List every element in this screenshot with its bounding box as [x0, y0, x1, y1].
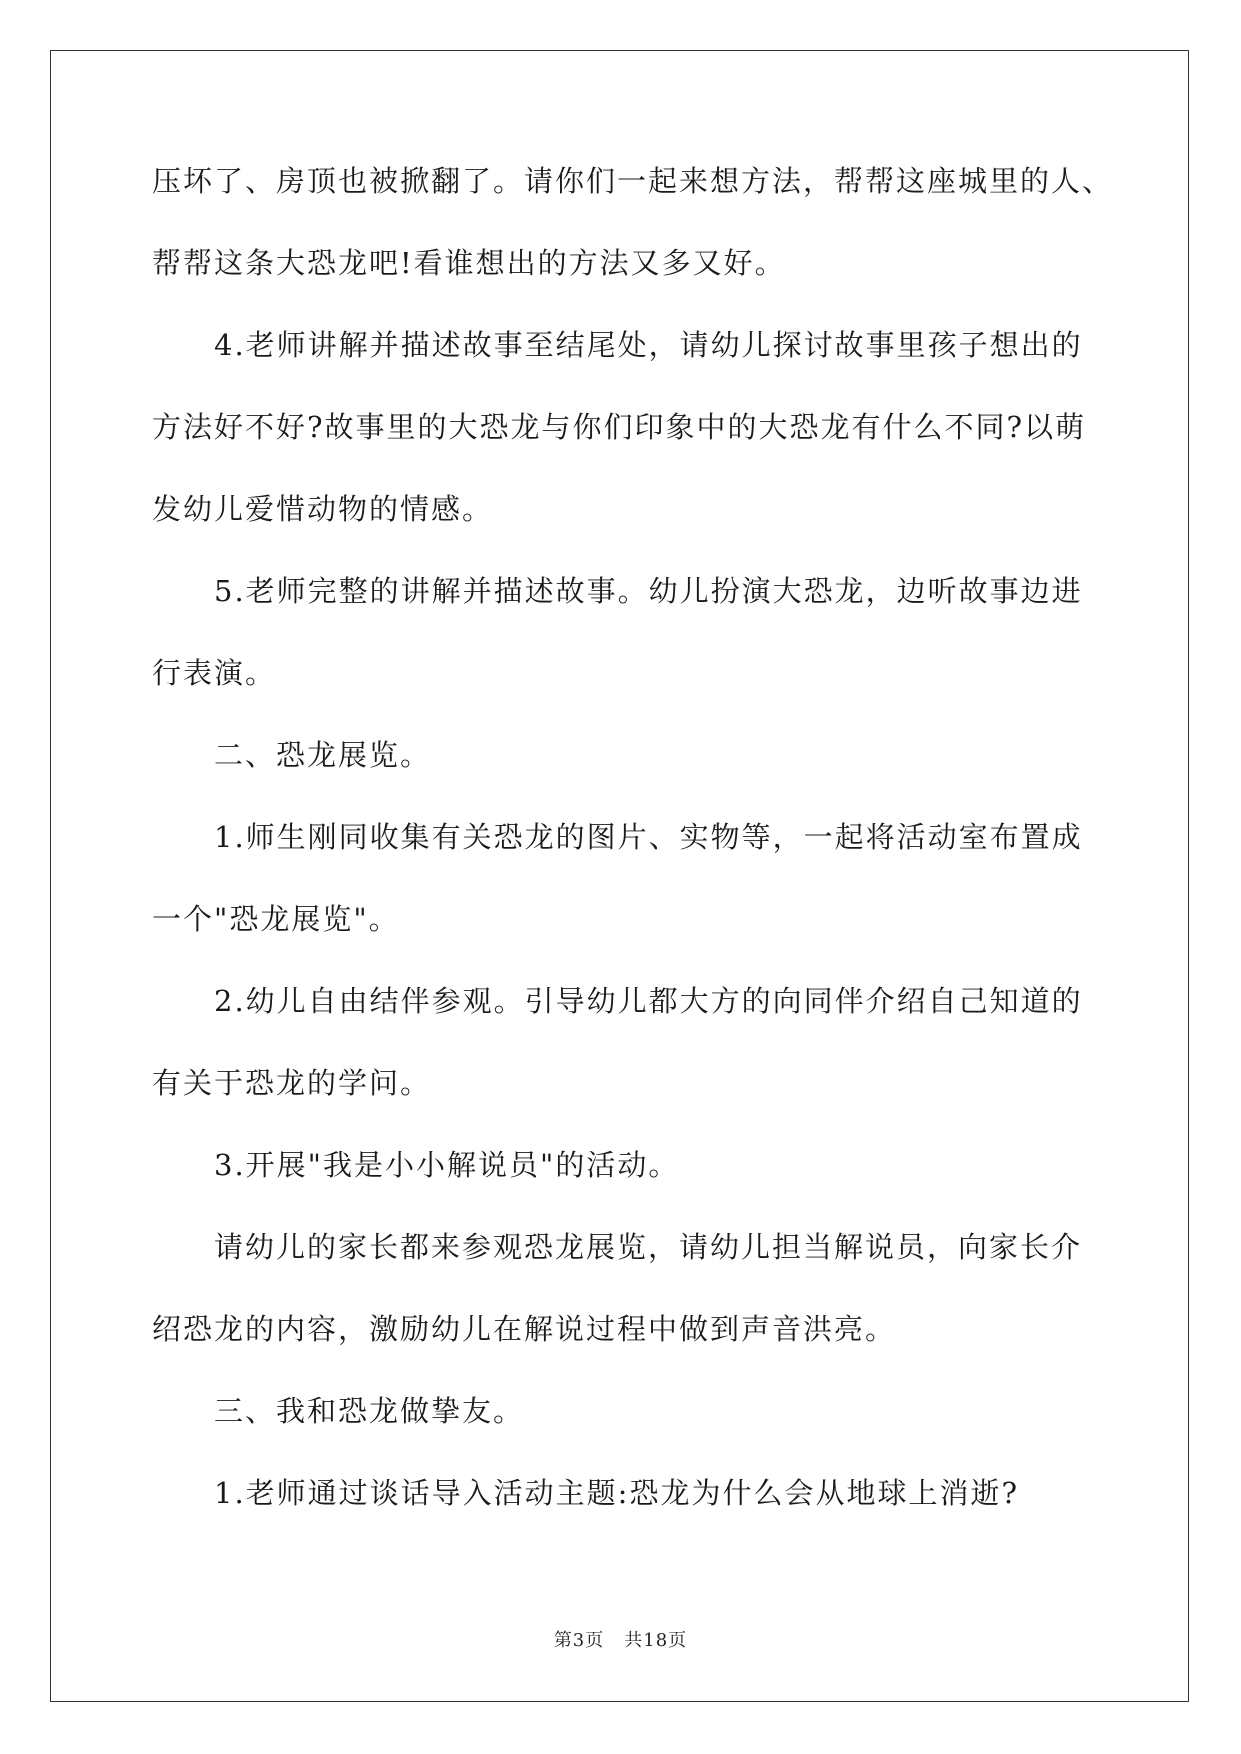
document-body: [152, 140, 1114, 1534]
text-line-13: 3.开展"我是小小解说员"的活动。: [214, 1148, 680, 1182]
page-number: 第3页: [553, 1630, 605, 1651]
text-line-12: 有关于恐龙的学问。: [152, 1066, 432, 1100]
page-footer: [0, 1626, 1241, 1652]
text-line-7: 行表演。: [152, 656, 277, 690]
text-line-1: 压坏了、房顶也被掀翻了。请你们一起来想方法，帮帮这座城里的人、: [152, 164, 1114, 198]
page-total: 共18页: [624, 1630, 688, 1651]
text-line-15: 绍恐龙的内容，激励幼儿在解说过程中做到声音洪亮。: [152, 1312, 897, 1346]
text-line-6: 5.老师完整的讲解并描述故事。幼儿扮演大恐龙，边听故事边进: [214, 574, 1083, 608]
section-heading-3: 三、我和恐龙做挚友。: [214, 1394, 525, 1428]
text-line-4: 方法好不好?故事里的大恐龙与你们印象中的大恐龙有什么不同?以萌: [152, 410, 1087, 444]
text-line-11: 2.幼儿自由结伴参观。引导幼儿都大方的向同伴介绍自己知道的: [214, 984, 1083, 1018]
section-heading-2: 二、恐龙展览。: [214, 738, 432, 772]
text-line-2: 帮帮这条大恐龙吧!看谁想出的方法又多又好。: [152, 246, 786, 280]
text-line-9: 1.师生刚同收集有关恐龙的图片、实物等，一起将活动室布置成: [214, 820, 1083, 854]
text-line-17: 1.老师通过谈话导入活动主题:恐龙为什么会从地球上消逝?: [214, 1476, 1019, 1510]
text-line-10: 一个"恐龙展览"。: [152, 902, 400, 936]
text-line-5: 发幼儿爱惜动物的情感。: [152, 492, 494, 526]
text-line-3: 4.老师讲解并描述故事至结尾处，请幼儿探讨故事里孩子想出的: [214, 328, 1083, 362]
text-line-14: 请幼儿的家长都来参观恐龙展览，请幼儿担当解说员，向家长介: [214, 1230, 1083, 1264]
